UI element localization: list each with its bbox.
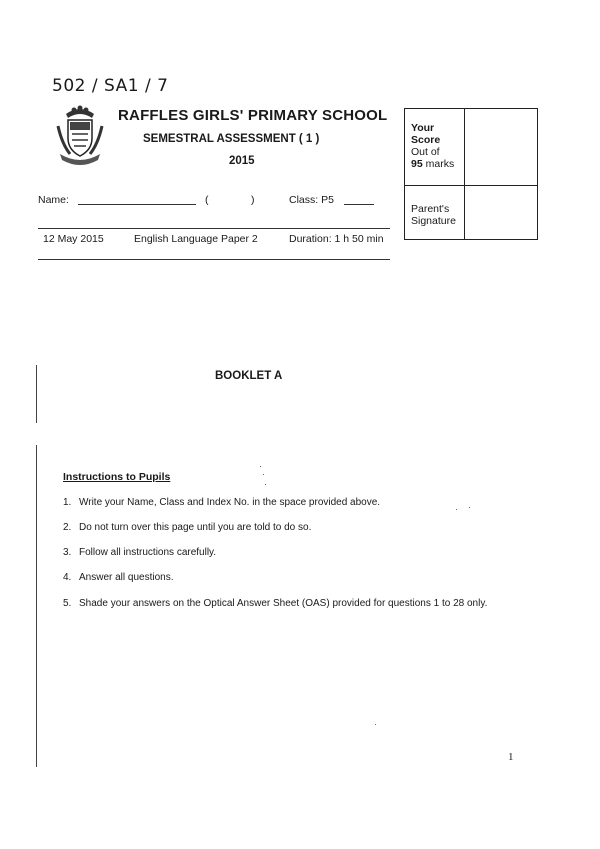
paper-title: English Language Paper 2 xyxy=(134,233,258,245)
name-label: Name: xyxy=(38,194,69,206)
name-field-line[interactable] xyxy=(78,204,196,205)
school-name: RAFFLES GIRLS' PRIMARY SCHOOL xyxy=(118,107,388,124)
school-crest-icon xyxy=(56,104,104,168)
booklet-title: BOOKLET A xyxy=(215,370,283,382)
scan-speck xyxy=(265,484,266,485)
scan-speck xyxy=(263,474,264,475)
assessment-title: SEMESTRAL ASSESSMENT ( 1 ) xyxy=(143,133,320,145)
page-number: 1 xyxy=(508,751,514,763)
exam-date: 12 May 2015 xyxy=(43,233,104,245)
class-label: Class: P5 xyxy=(289,194,334,206)
header-divider-top xyxy=(38,228,390,229)
score-box xyxy=(404,108,538,240)
scan-speck xyxy=(260,466,261,467)
class-field-line[interactable] xyxy=(344,204,374,205)
score-label: Your Score Out of 95 marks xyxy=(411,122,455,170)
scan-speck xyxy=(375,724,376,725)
header-divider-bottom xyxy=(38,259,390,260)
exam-duration: Duration: 1 h 50 min xyxy=(289,233,384,245)
parent-signature-label: Parent's Signature xyxy=(411,203,456,227)
instructions-heading: Instructions to Pupils xyxy=(63,471,171,483)
assessment-year: 2015 xyxy=(229,155,255,167)
margin-line-upper xyxy=(36,365,37,423)
scan-speck xyxy=(469,507,470,508)
instruction-item: 4. Answer all questions. xyxy=(63,572,174,583)
instruction-item: 2. Do not turn over this page until you are told to do so. xyxy=(63,522,312,533)
scan-speck xyxy=(456,509,457,510)
margin-line-lower xyxy=(36,445,37,767)
instruction-item: 5. Shade your answers on the Optical Answer Sheet (OAS) provided for questions 1 to 28 only. xyxy=(63,598,488,609)
instruction-item: 1. Write your Name, Class and Index No. in the space provided above. xyxy=(63,497,381,508)
index-paren-close: ) xyxy=(251,194,255,206)
handwritten-paper-code: 502 / SA1 / 7 xyxy=(52,76,169,96)
instruction-item: 3. Follow all instructions carefully. xyxy=(63,547,217,558)
index-paren-open: ( xyxy=(205,194,209,206)
